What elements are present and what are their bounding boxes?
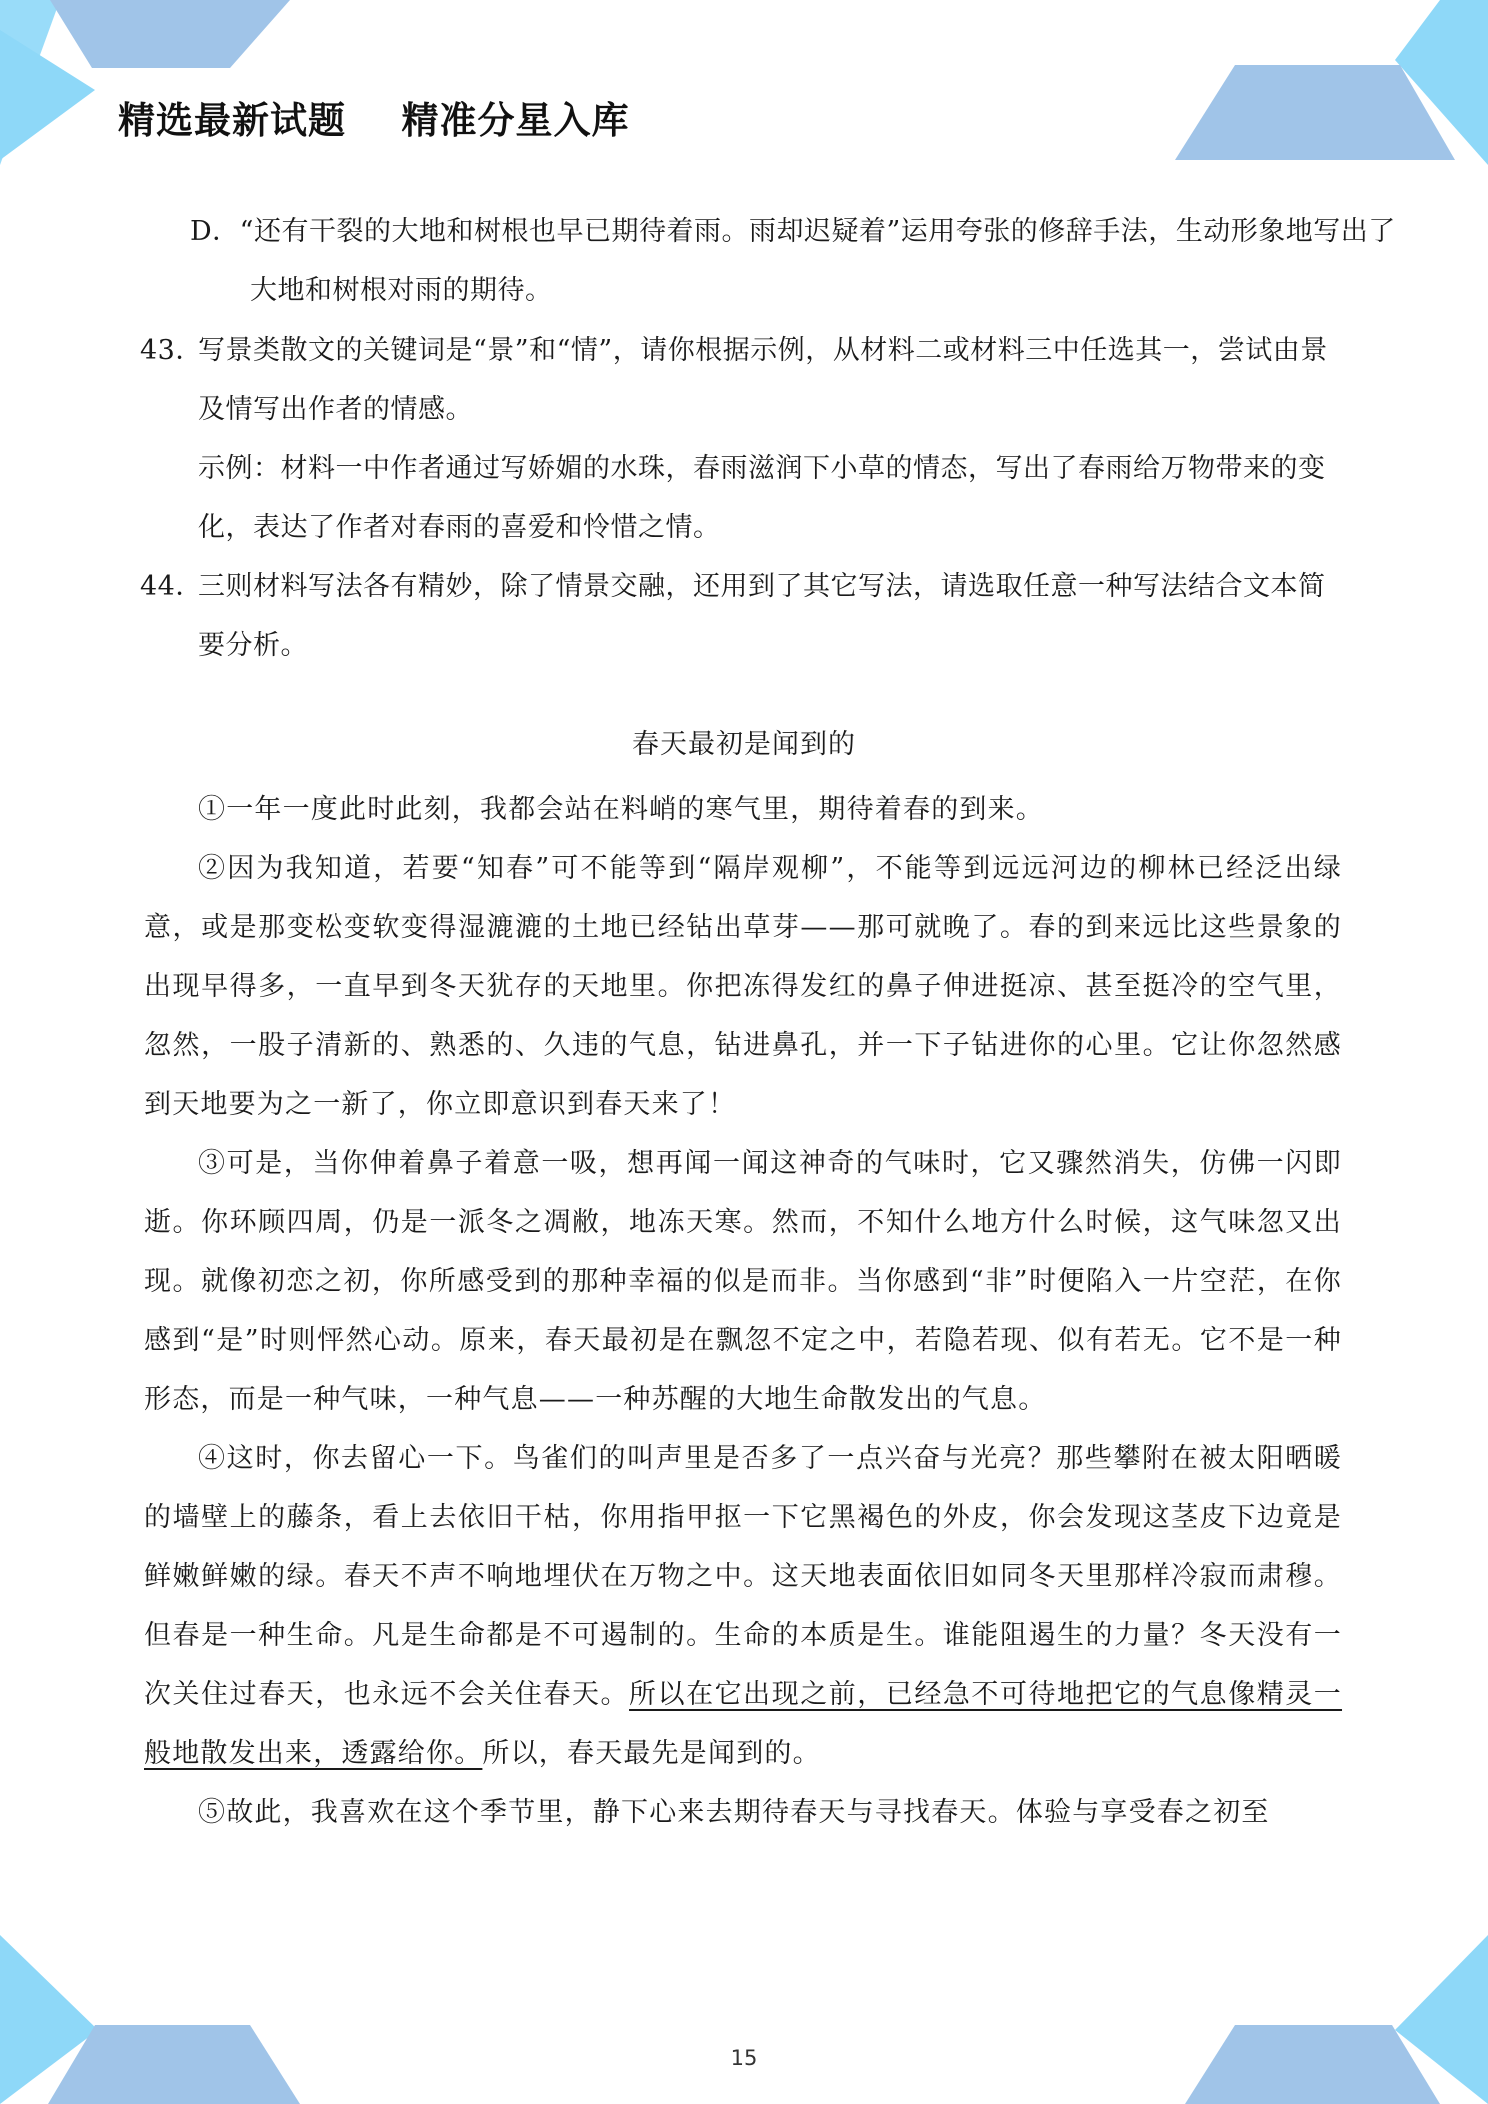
article-title: 春天最初是闻到的	[632, 729, 856, 760]
deco-trapezoid-top-left	[50, 0, 290, 68]
question-43-example: 示例：材料一中作者通过写娇媚的水珠，春雨滋润下小草的情态，写出了春雨给万物带来的变化，表达了作者对春雨的喜爱和怜惜之情。	[198, 453, 1326, 543]
article-body	[144, 780, 1342, 1842]
paragraph-2: ②因为我知道，若要“知春”可不能等到“隔岸观柳”，不能等到远远河边的柳林已经泛出绿意，或是那变松变软变得湿漉漉的土地已经钻出草芽——那可就晚了。春的到来远比这些景象的出现早得多，一直早到冬天犹存的天地里。你把冻得发红的鼻子伸进挺凉、甚至挺冷的空气里，忽然，一股子清新的、熟悉的、久违的气息，钻进鼻孔，并一下子钻进你的心里。它让你忽然感到天地要为之一新了，你立即意识到春天来了！	[144, 853, 1342, 1120]
question-44	[140, 557, 1350, 675]
option-d-label: D．	[190, 216, 240, 247]
header-title: 精选最新试题 精准分星入库	[118, 99, 630, 142]
paragraph-4	[144, 1429, 1342, 1783]
question-43	[140, 321, 1350, 557]
question-43-text: 写景类散文的关键词是“景”和“情”，请你根据示例，从材料二或材料三中任选其一，尝试由景及情写出作者的情感。	[198, 335, 1328, 425]
paragraph-3: ③可是，当你伸着鼻子着意一吸，想再闻一闻这神奇的气味时，它又骤然消失，仿佛一闪即逝。你环顾四周，仍是一派冬之凋敝，地冻天寒。然而，不知什么地方什么时候，这气味忽又出现。就像初恋之初，你所感受到的那种幸福的似是而非。当你感到“非”时便陷入一片空茫，在你感到“是”时则怦然心动。原来，春天最初是在飘忽不定之中，若隐若现、似有若无。它不是一种形态，而是一种气味，一种气息——一种苏醒的大地生命散发出的气息。	[144, 1148, 1342, 1415]
option-d-text: “还有干裂的大地和树根也早已期待着雨。雨却迟疑着”运用夸张的修辞手法，生动形象地写出了大地和树根对雨的期待。	[239, 216, 1396, 306]
paragraph-1: ①一年一度此时此刻，我都会站在料峭的寒气里，期待着春的到来。	[198, 794, 1044, 825]
page-number: 15	[730, 2046, 758, 2070]
paragraph-5: ⑤故此，我喜欢在这个季节里，静下心来去期待春天与寻找春天。体验与享受春之初至	[198, 1797, 1270, 1828]
paragraph-4-end: 所以，春天最先是闻到的。	[482, 1738, 821, 1769]
question-44-text: 三则材料写法各有精妙，除了情景交融，还用到了其它写法，请选取任意一种写法结合文本简要分析。	[198, 571, 1326, 661]
paragraph-4-start: ④这时，你去留心一下。鸟雀们的叫声里是否多了一点兴奋与光亮？那些攀附在被太阳晒暖的墙壁上的藤条，看上去依旧干枯，你用指甲抠一下它黑褐色的外皮，你会发现这茎皮下边竟是鲜嫩鲜嫩的绿。春天不声不响地埋伏在万物之中。这天地表面依旧如同冬天里那样冷寂而肃穆。但春是一种生命。凡是生命都是不可遏制的。生命的本质是生。谁能阻遏生的力量？冬天没有一次关住过春天，也永远不会关住春天。	[144, 1443, 1342, 1710]
question-43-number: 43．	[140, 335, 203, 366]
underlined-sentence: 所以在它出现之前，已经急不可待地把它的气息像精灵一般地散发出来，透露给你。	[144, 1679, 1343, 1769]
option-d	[190, 202, 1410, 320]
question-44-number: 44．	[140, 571, 203, 602]
